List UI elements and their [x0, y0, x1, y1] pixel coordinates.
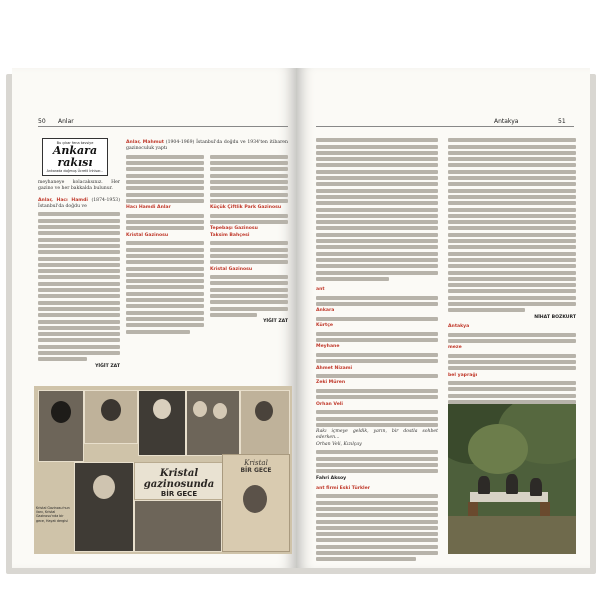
page-number: 50	[38, 118, 46, 125]
left-page	[12, 68, 296, 568]
highlight-term-3: Küçük Çiftlik Park Gazinosu	[210, 205, 282, 211]
entry-dates: (1874-1953) İstanbul'da doğdu ve	[38, 197, 120, 209]
photo-man-1	[138, 390, 186, 456]
author-nihat: NİHAT BOZKURT	[534, 314, 576, 320]
running-head: Anlar	[58, 118, 74, 125]
header-rule-right	[316, 126, 574, 127]
photo-man-2	[74, 462, 134, 552]
byline: Fahri Aksoy	[316, 475, 347, 481]
term-meyhane: Meyhane	[316, 344, 340, 350]
term-orhan-veli: Orhan Veli	[316, 401, 343, 407]
quote-text: Rakı içmeye geldik, yarın, bir dostla sohbet ederken...	[316, 429, 438, 441]
entry-heading: Anlar, Hacı Hamdi	[38, 197, 88, 203]
photo-group	[186, 390, 240, 456]
magazine-subtitle: BİR GECE	[240, 467, 272, 474]
ad-top-line: Bu çıkar fena tavsiye	[56, 141, 94, 145]
highlight-term-6: Kristal Gazinosu	[210, 266, 253, 272]
intro-text: meyhaneye kolacaksınız. Her gazino ve her bakkalda bulunur.	[38, 180, 120, 192]
entry-heading-mahmut: Anlar, Mahmut	[126, 140, 164, 145]
photo-singer-1	[38, 390, 84, 462]
running-head-right: Antakya	[494, 118, 519, 125]
garden-dining-photo	[448, 404, 576, 554]
newspaper-clipping	[134, 462, 224, 500]
magazine-cover	[222, 454, 290, 552]
highlight-term-5: Taksim Bahçesi	[210, 232, 250, 238]
author-sign: YİĞİT ZAT	[95, 363, 120, 369]
photo-singer-2	[84, 390, 138, 444]
term-zeki-muren: Zeki Müren	[316, 380, 346, 386]
entry-ant-firmi: ant firmi	[316, 485, 339, 491]
photo-collage	[34, 386, 292, 554]
right-page	[296, 68, 590, 568]
ankara-raki-ad	[42, 138, 108, 176]
ad-brand: Ankara rakısı	[52, 144, 98, 169]
quote-author: Orhan Veli, Kızılçay	[316, 441, 362, 447]
collage-caption: Kristal Gazinosu'nun ilanı, Kristal Gazinosu'nda bir gece, Hayat dergisi	[36, 506, 70, 523]
entry-ant: ant	[316, 287, 325, 293]
magazine-title: Kristal	[244, 459, 268, 467]
left-column-1	[38, 180, 120, 370]
term-kurtce: Kürtçe	[316, 323, 334, 329]
left-column-2	[126, 140, 288, 336]
page-number-right: 51	[558, 118, 566, 125]
highlight-term-2: Kristal Gazinosu	[126, 232, 169, 238]
term-eski-turkler: Eski Türkler	[339, 485, 371, 491]
entry-dates-mahmut: (1904-1969) İstanbul'da doğdu ve 1934'ten itibaren gazinoculuk yaptı	[126, 140, 288, 152]
photo-table-scene	[134, 500, 222, 552]
clipping-title: Kristal gazinosunda	[143, 468, 215, 490]
entry-antakya: Antakya	[448, 323, 470, 329]
author-sign-2: YİĞİT ZAT	[263, 319, 288, 325]
highlight-term-1: Hacı Hamdi Anlar	[126, 205, 171, 211]
right-column-1	[316, 136, 438, 564]
ad-bottom-line: Ankarada doğmuş Ücretli İnhisar...	[46, 169, 104, 173]
term-ahmet-nizami: Ahmet Nizami	[316, 365, 353, 371]
highlight-term-4: Tepebaşı Gazinosu	[210, 226, 258, 232]
clipping-subtitle: BİR GECE	[160, 490, 198, 498]
term-bel-yapragi: bel yaprağı	[448, 372, 478, 378]
term-ankara: Ankara	[316, 308, 335, 314]
book-spread	[0, 68, 600, 578]
right-column-2	[448, 136, 576, 434]
photo-singer-3	[240, 390, 290, 456]
header-rule	[38, 126, 288, 127]
term-meze: meze	[448, 345, 462, 351]
